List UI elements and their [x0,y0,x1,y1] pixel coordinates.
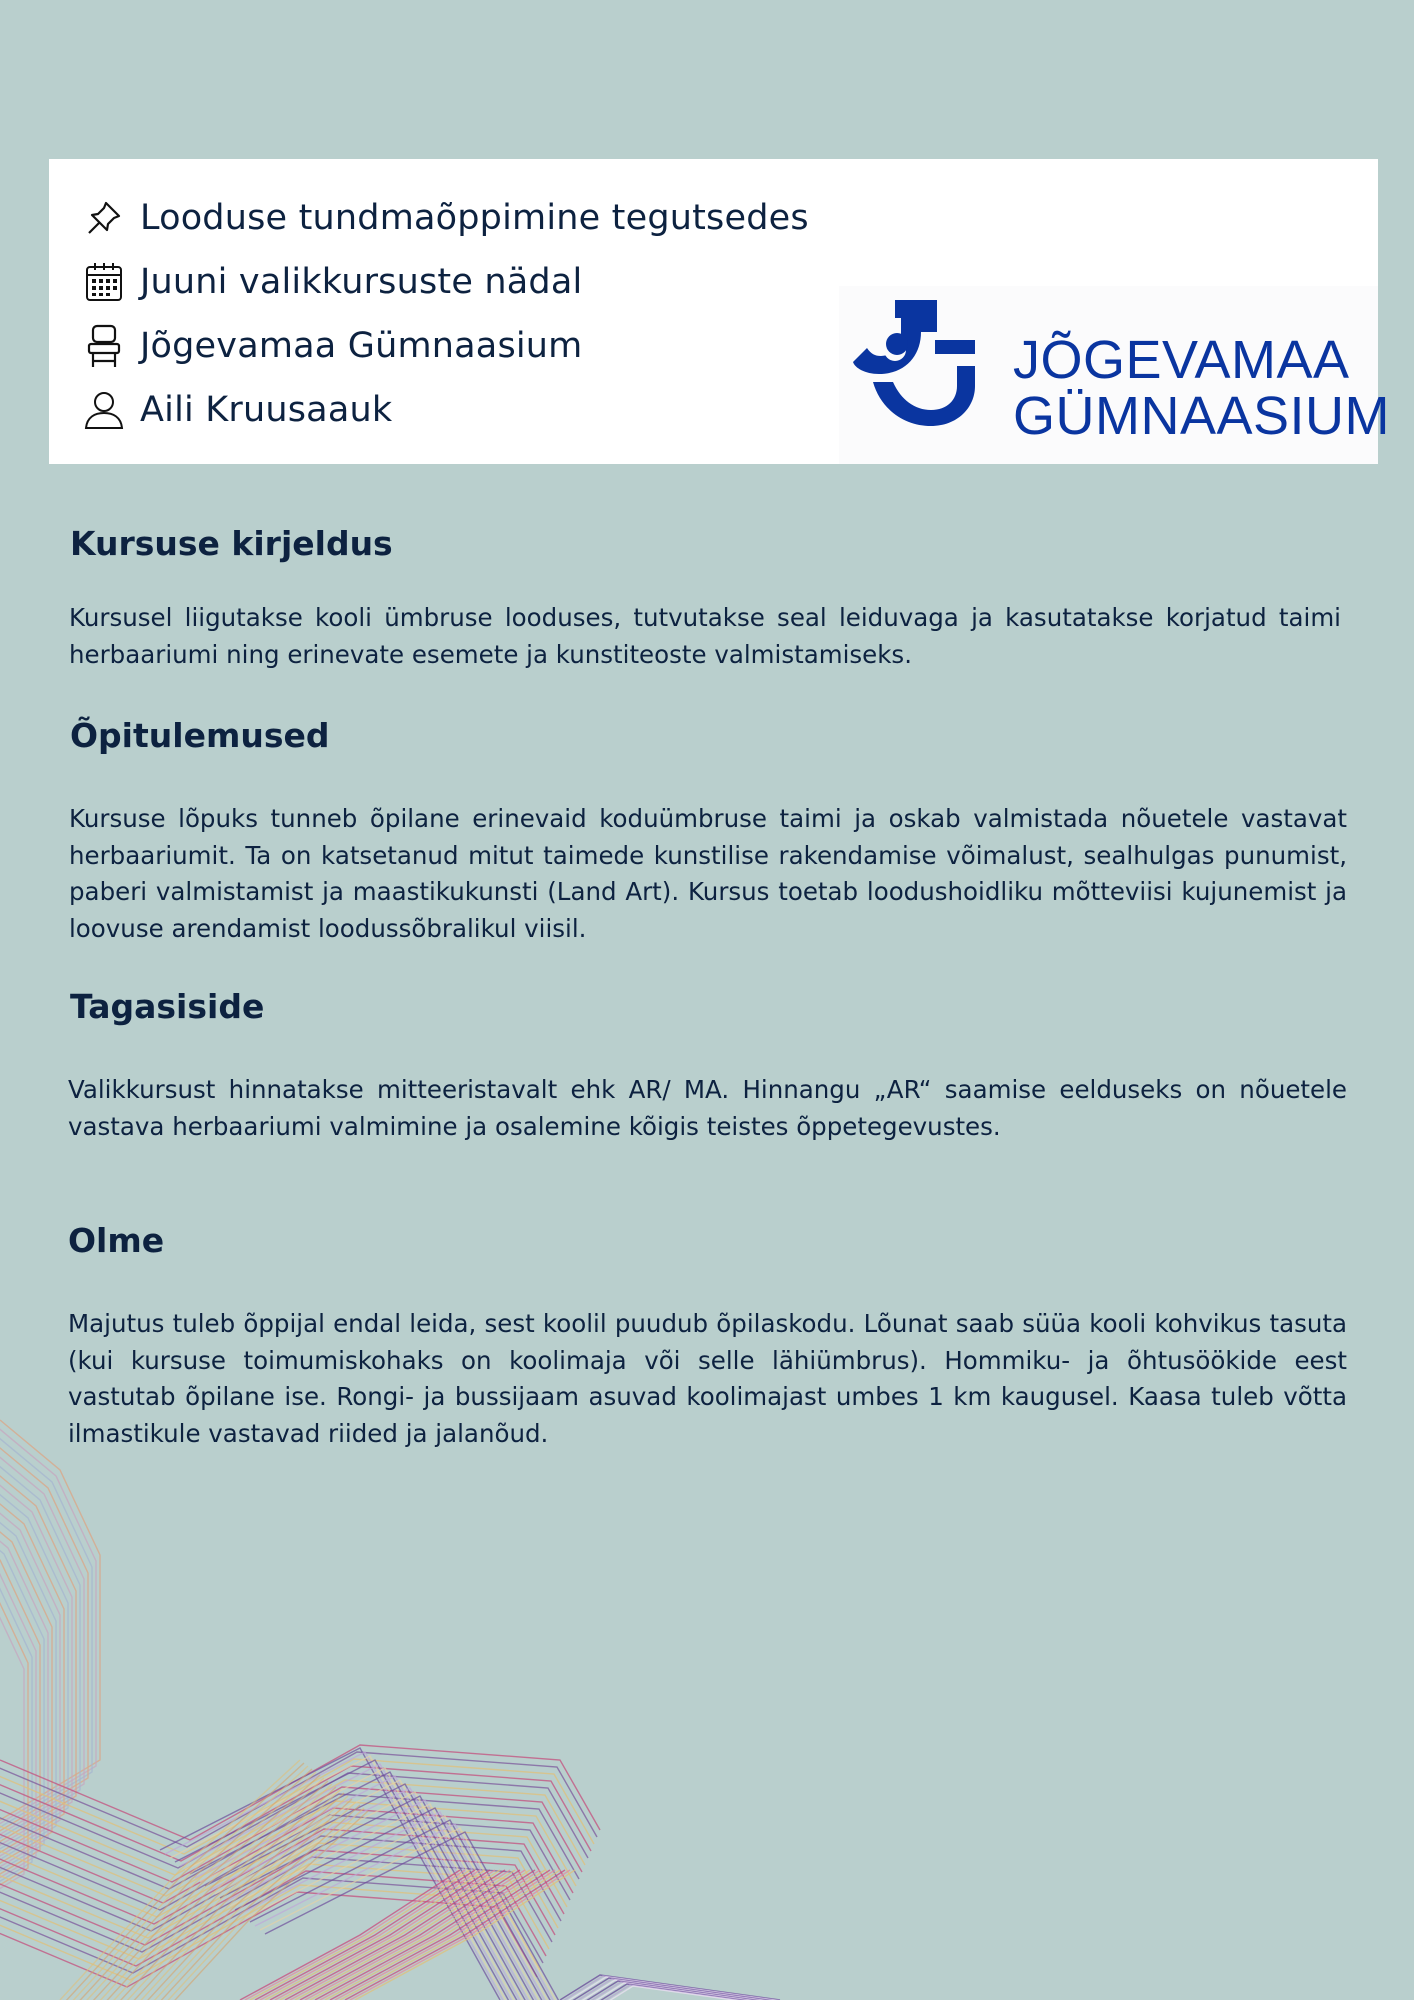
course-title: Looduse tundmaõppimine tegutsedes [140,198,809,238]
section-body-outcomes: Kursuse lõpuks tunneb õpilane erinevaid koduümbruse taimi ja oskab valmistada nõuetele vastavat herbaariumit. Ta on katsetanud mitut taimede kunstilise rakendamise võimalust, sealhulgas punumist, paberi valmistamist ja maastikukunsti (Land Art). Kursus toetab loodushoidliku mõtteviisi kujunemist ja loovuse arendamist loodussõbralikul viisil. [69,804,1347,943]
course-week: Juuni valikkursuste nädal [140,262,583,302]
course-school: Jõgevamaa Gümnaasium [140,326,583,366]
school-logo [839,286,1391,464]
school-logo-mark [853,300,981,430]
section-body-feedback: Valikkursust hinnatakse mitteeristavalt ehk AR/ MA. Hinnangu „AR“ saamise eelduseks on nõuetele vastava herbaariumi valmimine ja osalemine kõigis teistes õppetegevustes. [68,1075,1347,1141]
person-icon [82,388,126,432]
course-school-row [82,322,582,370]
section-heading-feedback: Tagasiside [70,987,265,1026]
course-info-card [49,159,1391,464]
pin-icon [82,196,126,240]
section-body-living: Majutus tuleb õppijal endal leida, sest koolil puudub õpilaskodu. Lõunat saab süüa kooli kohvikus tasuta (kui kursuse toimumiskohaks on koolimaja või selle lähiümbrus). Hommiku- ja õhtusöökide eest vastutab õpilane ise. Rongi- ja bussijaam asuvad koolimajast umbes 1 km kaugusel. Kaasa tuleb võtta ilmastikule vastavad riided ja jalanõud. [68,1309,1347,1448]
section-heading-living: Olme [68,1221,165,1260]
chair-icon [82,324,126,368]
course-teacher-row [82,386,392,434]
section-heading-description: Kursuse kirjeldus [70,524,393,563]
calendar-icon [82,260,126,304]
course-title-row [82,194,809,242]
section-body-description: Kursusel liigutakse kooli ümbruse looduses, tutvutakse seal leiduvaga ja kasutatakse korjatud taimi herbaariumi ning erinevate esemete ja kunstiteoste valmistamiseks. [69,603,1341,669]
section-heading-outcomes: Õpitulemused [70,716,330,755]
course-teacher: Aili Kruusaauk [140,390,393,430]
course-week-row [82,258,582,306]
school-logo-text: JÕGEVAMAA GÜMNAASIUM [1013,330,1391,446]
